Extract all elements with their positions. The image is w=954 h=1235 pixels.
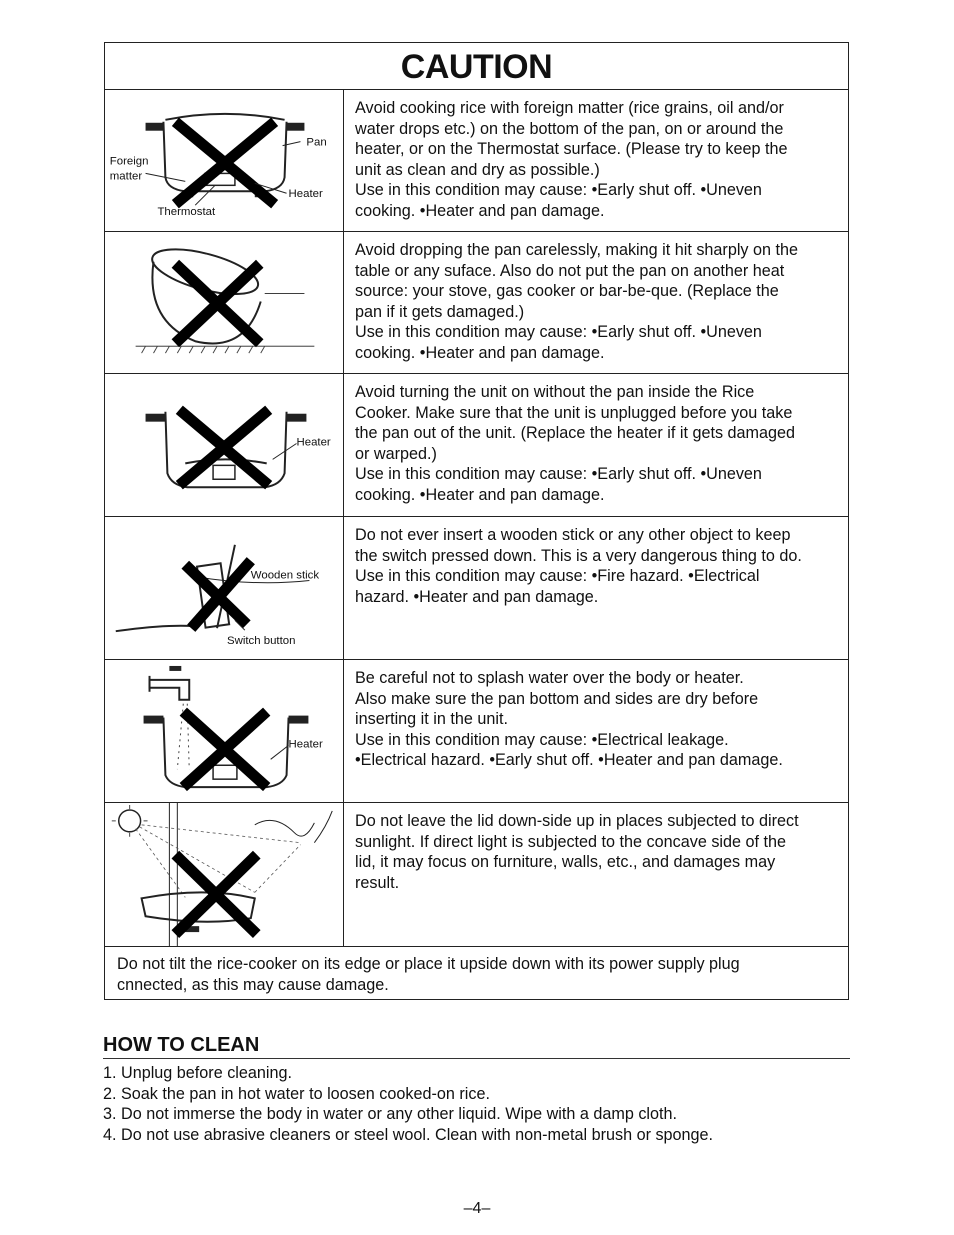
caution-row-wooden-stick [105, 517, 848, 660]
text-line: Do not ever insert a wooden stick or any other object to keep [355, 526, 791, 544]
list-item: 3. Do not immerse the body in water or any other liquid. Wipe with a damp cloth. [103, 1105, 678, 1124]
text-line: cnnected, as this may cause damage. [117, 975, 389, 994]
caution-row-sunlight [105, 803, 848, 947]
text-line: Use in this condition may cause: •Early shut off. •Uneven [355, 465, 762, 484]
caution-title: CAUTION [105, 43, 848, 90]
label-thermostat: Thermostat [157, 206, 216, 219]
label-pan: Pan [306, 136, 327, 149]
illustration-dropping-pan [105, 232, 344, 373]
text-line: Cooker. Make sure that the unit is unplugged before you take [355, 403, 793, 422]
text-line: cooking. •Heater and pan damage. [355, 485, 605, 504]
text-line: source: your stove, gas cooker or bar-be-que. (Replace the [355, 282, 779, 301]
text-line: Use in this condition may cause: •Electrical leakage. [355, 730, 729, 749]
how-to-clean-list [103, 1063, 713, 1146]
label-foreign: Foreign [109, 155, 149, 168]
illustration-wooden-stick [105, 517, 344, 659]
text-line: Use in this condition may cause: •Early shut off. •Uneven [355, 181, 762, 200]
label-heater: Heater [288, 738, 323, 751]
label-heater: Heater [296, 436, 331, 449]
text-line: Also make sure the pan bottom and sides are dry before [355, 689, 759, 708]
text-line: Do not tilt the rice-cooker on its edge or place it upside down with its power supply plug [117, 955, 740, 973]
list-item: 2. Soak the pan in hot water to loosen cooked-on rice. [103, 1084, 490, 1103]
text-line: hazard. •Heater and pan damage. [355, 587, 599, 606]
text-line: Use in this condition may cause: •Fire hazard. •Electrical [355, 567, 760, 586]
text-line: Use in this condition may cause: •Early shut off. •Uneven [355, 323, 762, 342]
illustration-sunlight [105, 803, 344, 946]
text-line: water drops etc.) on the bottom of the pan, on or around the [355, 119, 784, 138]
text-line: Avoid turning the unit on without the pan inside the Rice [355, 383, 755, 401]
label-switch-button: Switch button [226, 635, 296, 648]
caution-text [355, 240, 842, 364]
caution-row-dropping-pan [105, 232, 848, 374]
page-number: –4– [463, 1200, 491, 1217]
text-line: inserting it in the unit. [355, 710, 508, 729]
text-line: pan if it gets damaged.) [355, 302, 525, 321]
caution-text [355, 98, 842, 222]
list-item: 1. Unplug before cleaning. [103, 1064, 292, 1082]
illustration-no-pan [105, 374, 344, 516]
text-line: result. [355, 873, 400, 892]
caution-row-no-pan [105, 374, 848, 517]
caution-text [355, 525, 842, 607]
how-to-clean-title: HOW TO CLEAN [103, 1034, 260, 1056]
text-line: or warped.) [355, 444, 437, 463]
sun-icon [105, 803, 343, 946]
text-line: Avoid dropping the pan carelessly, making it hit sharply on the [355, 241, 799, 259]
caution-footer [105, 947, 848, 997]
text-line: cooking. •Heater and pan damage. [355, 343, 605, 362]
list-item: 4. Do not use abrasive cleaners or steel wool. Clean with non-metal brush or sponge. [103, 1126, 714, 1145]
text-line: Avoid cooking rice with foreign matter (rice grains, oil and/or [355, 99, 784, 117]
text-line: •Electrical hazard. •Early shut off. •Heater and pan damage. [355, 751, 783, 770]
caution-text [355, 668, 842, 771]
caution-box [104, 42, 849, 1000]
label-heater: Heater [288, 188, 323, 201]
tilted-pan-icon [105, 232, 343, 373]
caution-text [355, 382, 842, 506]
rice-cooker-icon [105, 374, 343, 516]
rice-cooker-icon [105, 90, 343, 231]
text-line: the pan out of the unit. (Replace the heater if it gets damaged [355, 424, 796, 443]
text-line: heater, or on the Thermostat surface. (Please try to keep the [355, 140, 788, 159]
caution-row-splash-water [105, 660, 848, 803]
caution-text [355, 811, 842, 893]
text-line: lid, it may focus on furniture, walls, etc., and damages may [355, 853, 776, 872]
text-line: Do not leave the lid down-side up in places subjected to direct [355, 812, 799, 830]
illustration-foreign-matter [105, 90, 344, 231]
label-wooden-stick: Wooden stick [250, 569, 320, 582]
caution-row-foreign-matter [105, 90, 848, 232]
label-matter: matter [109, 170, 143, 183]
text-line: table or any suface. Also do not put the pan on another heat [355, 261, 785, 280]
text-line: sunlight. If direct light is subjected to the concave side of the [355, 832, 787, 851]
switch-icon [105, 517, 343, 659]
section-divider [103, 1058, 850, 1059]
text-line: unit as clean and dry as possible.) [355, 160, 600, 179]
text-line: cooking. •Heater and pan damage. [355, 201, 605, 220]
text-line: the switch pressed down. This is a very dangerous thing to do. [355, 546, 802, 565]
faucet-icon [105, 660, 343, 802]
illustration-splash-water [105, 660, 344, 802]
text-line: Be careful not to splash water over the body or heater. [355, 669, 744, 687]
